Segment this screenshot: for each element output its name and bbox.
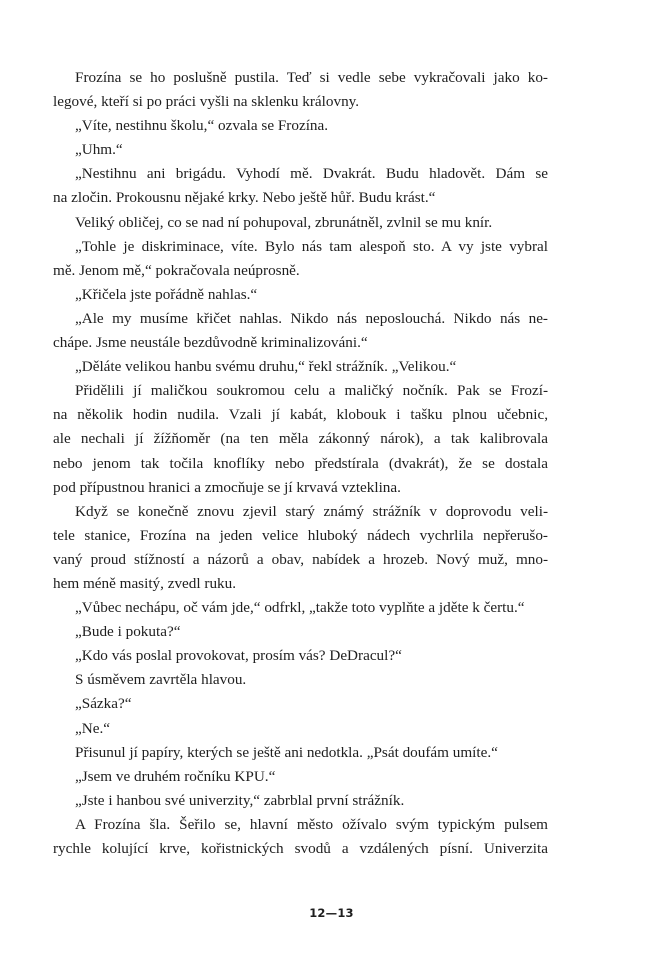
text-line: legové, kteří si po práci vyšli na sklenku královny.	[53, 93, 360, 111]
text-line: na několik hodin nudila. Vzali jí kabát, klobouk i tašku plnou učebnic,	[53, 406, 548, 424]
text-line: „Víte, nestihnu školu,“ ozvala se Frozína.	[75, 117, 329, 135]
text-line: nebo jenom tak točila knoflíky nebo předstírala (dvakrát), že se dostala	[53, 454, 548, 472]
text-line: Veliký obličej, co se nad ní pohupoval, zbrunátněl, zvlnil se mu knír.	[75, 213, 493, 231]
text-line: ale nechali jí žížňoměr (na ten měla zákonný nárok), a tak kalibrovala	[53, 430, 548, 448]
text-line: „Tohle je diskriminace, víte. Bylo nás tam alespoň sto. A vy jste vybral	[75, 237, 548, 255]
text-line: „Děláte velikou hanbu svému druhu,“ řekl strážník. „Velikou.“	[75, 358, 457, 376]
text-line: mě. Jenom mě,“ pokračovala neúprosně.	[53, 261, 300, 279]
text-line: „Uhm.“	[75, 141, 123, 159]
text-line: tele stanice, Frozína na jeden velice hluboký nádech vychrlila nepřerušo-	[53, 526, 548, 544]
text-line: rychle kolující krve, kořistnických svodů a vzdálených písní. Univerzita	[53, 840, 548, 857]
text-line: vaný proud stížností a názorů a obav, nabídek a hrozeb. Nový muž, mno-	[53, 550, 548, 568]
text-line: Když se konečně znovu zjevil starý známý strážník v doprovodu veli-	[75, 502, 548, 520]
text-line: „Ne.“	[75, 719, 110, 737]
text-line: „Nestihnu ani brigádu. Vyhodí mě. Dvakrát. Budu hladovět. Dám se	[75, 165, 548, 183]
text-line: „Jste i hanbou své univerzity,“ zabrblal první strážník.	[75, 791, 405, 809]
text-line: Přisunul jí papíry, kterých se ještě ani nedotkla. „Psát doufám umíte.“	[75, 743, 498, 761]
text-line: A Frozína šla. Šeřilo se, hlavní město ožívalo svým typickým pulsem	[75, 815, 548, 833]
text-line: „Ale my musíme křičet nahlas. Nikdo nás neposlouchá. Nikdo nás ne-	[75, 309, 548, 327]
text-line: chápe. Jsme neustále bezdůvodně kriminalizováni.“	[53, 334, 368, 352]
text-line: Přidělili jí maličkou soukromou celu a maličký nočník. Pak se Frozí-	[75, 382, 548, 400]
text-line: pod přípustnou hranici a zmocňuje se jí krvavá vzteklina.	[53, 478, 401, 496]
text-line: „Jsem ve druhém ročníku KPU.“	[75, 767, 276, 785]
text-line: Frozína se ho poslušně pustila. Teď si vedle sebe vykračovali jako ko-	[75, 69, 548, 86]
text-line: „Sázka?“	[75, 695, 132, 713]
text-line: na zločin. Prokousnu nějaké krky. Nebo ještě hůř. Budu krást.“	[53, 189, 436, 207]
text-line: S úsměvem zavrtěla hlavou.	[75, 671, 247, 689]
text-line: „Vůbec nechápu, oč vám jde,“ odfrkl, „takže toto vyplňte a jděte k čertu.“	[75, 599, 525, 617]
text-line: „Křičela jste pořádně nahlas.“	[75, 285, 258, 303]
body-text	[53, 66, 548, 861]
page-number: 12—13	[309, 906, 354, 920]
text-line: „Kdo vás poslal provokovat, prosím vás? DeDracul?“	[75, 647, 402, 665]
text-line: „Bude i pokuta?“	[75, 623, 181, 641]
text-line: hem méně masitý, zvedl ruku.	[53, 574, 237, 592]
